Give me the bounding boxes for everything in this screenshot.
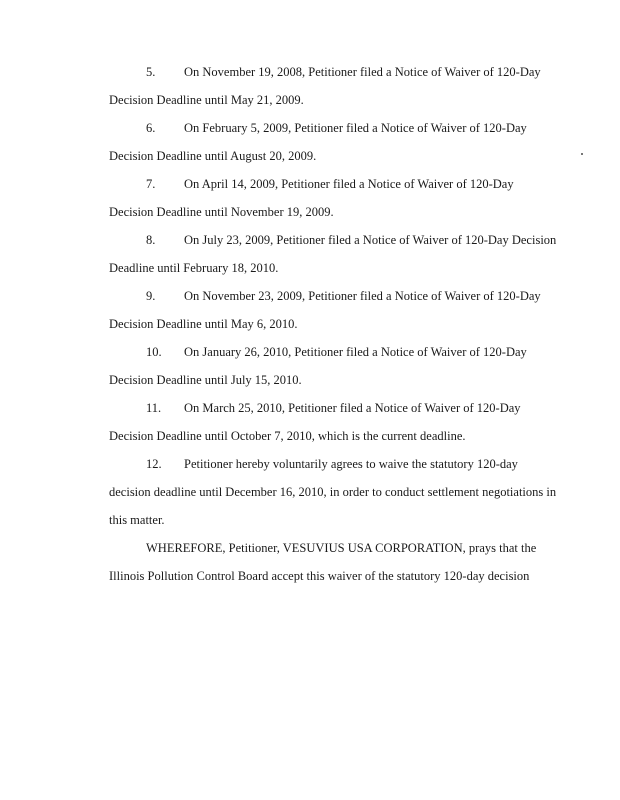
paragraph-number: 5. — [146, 65, 156, 79]
paragraph-text: this matter. — [109, 513, 165, 527]
scan-speck — [581, 153, 583, 155]
wherefore-text: Illinois Pollution Control Board accept this waiver of the statutory 120-day decision — [109, 569, 530, 583]
paragraph-text: On February 5, 2009, Petitioner filed a Notice of Waiver of 120-Day — [184, 121, 527, 135]
paragraph-text: On November 19, 2008, Petitioner filed a Notice of Waiver of 120-Day — [184, 65, 541, 79]
paragraph-number: 12. — [146, 457, 162, 471]
paragraph-number: 10. — [146, 345, 162, 359]
paragraph-text: Decision Deadline until May 21, 2009. — [109, 93, 304, 107]
paragraph-text: On July 23, 2009, Petitioner filed a Notice of Waiver of 120-Day Decision — [184, 233, 557, 247]
paragraph-text: Petitioner hereby voluntarily agrees to waive the statutory 120-day — [184, 457, 518, 471]
paragraph-number: 6. — [146, 121, 156, 135]
paragraph-text: Decision Deadline until July 15, 2010. — [109, 373, 302, 387]
paragraph-number: 11. — [146, 401, 162, 415]
paragraph-text: On March 25, 2010, Petitioner filed a Notice of Waiver of 120-Day — [184, 401, 521, 415]
paragraph-text: On January 26, 2010, Petitioner filed a Notice of Waiver of 120-Day — [184, 345, 527, 359]
paragraph-text: On November 23, 2009, Petitioner filed a Notice of Waiver of 120-Day — [184, 289, 541, 303]
paragraph-number: 8. — [146, 233, 156, 247]
paragraph-text: Decision Deadline until August 20, 2009. — [109, 149, 317, 163]
paragraph-text: On April 14, 2009, Petitioner filed a Notice of Waiver of 120-Day — [184, 177, 514, 191]
paragraph-text: Decision Deadline until May 6, 2010. — [109, 317, 298, 331]
paragraph-text: Deadline until February 18, 2010. — [109, 261, 279, 275]
wherefore-text: WHEREFORE, Petitioner, VESUVIUS USA CORPORATION, prays that the — [146, 541, 537, 555]
paragraph-text: Decision Deadline until November 19, 2009. — [109, 205, 334, 219]
paragraph-number: 9. — [146, 289, 156, 303]
paragraph-text: decision deadline until December 16, 2010, in order to conduct settlement negotiations in — [109, 485, 557, 499]
paragraph-number: 7. — [146, 177, 156, 191]
paragraph-text: Decision Deadline until October 7, 2010, which is the current deadline. — [109, 429, 466, 443]
